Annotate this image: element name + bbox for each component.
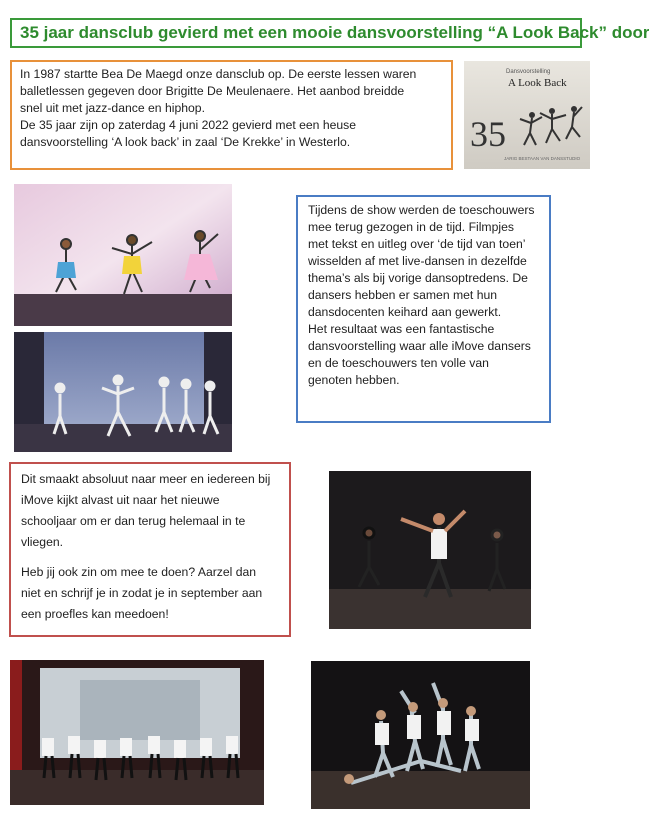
dance-photo-group-white <box>10 660 264 805</box>
intro-line: dansvoorstelling ‘A look back’ in zaal ‘De Krekke’ in Westerlo. <box>20 135 351 149</box>
poster-title: A Look Back <box>508 77 567 89</box>
intro-line: In 1987 startte Bea De Maegd onze dansclub op. De eerste lessen waren <box>20 67 417 81</box>
closing-line: vliegen. <box>21 535 64 549</box>
show-line: dansers hebben er samen met hun <box>308 288 498 302</box>
show-line: dansdocenten keihard aan gewerkt. <box>308 305 502 319</box>
dance-photo-ballet <box>14 184 232 326</box>
show-line: dansvoorstelling waar alle iMove dansers <box>308 339 531 353</box>
closing-line: schooljaar om er dan terug helemaal in te <box>21 514 246 528</box>
closing-box <box>9 462 291 637</box>
paragraph-spacer <box>21 553 279 562</box>
closing-line: niet en schrijf je in zodat je in september aan <box>21 586 263 600</box>
closing-line: iMove kijkt alvast uit naar het nieuwe <box>21 493 220 507</box>
show-line: wisselden af met live-dansen in dezelfde <box>308 254 527 268</box>
show-line: mee terug gezogen in de tijd. Filmpjes <box>308 220 514 234</box>
closing-line: Heb jij ook zin om mee te doen? Aarzel dan <box>21 565 257 579</box>
dance-photo-floor-pose <box>311 661 530 809</box>
show-line: Het resultaat was een fantastische <box>308 322 495 336</box>
show-line: en de toeschouwers ten volle van <box>308 356 489 370</box>
poster-subtitle: Dansvoorstelling <box>506 69 551 75</box>
show-line: met tekst en uitleg over ‘de tijd van toen’ <box>308 237 526 251</box>
closing-line: een proefles kan meedoen! <box>21 607 169 621</box>
intro-line: balletlessen gegeven door Brigitte De Meulenaere. Het aanbod breidde <box>20 84 405 98</box>
show-line: genoten hebben. <box>308 373 400 387</box>
show-line: thema’s als bij vorige dansoptredens. De <box>308 271 528 285</box>
show-poster <box>464 61 590 169</box>
dance-photo-hiphop <box>329 471 531 629</box>
closing-line: Dit smaakt absoluut naar meer en iedereen bij <box>21 472 271 486</box>
intro-box <box>10 60 453 170</box>
dance-photo-group-stage <box>14 332 232 452</box>
intro-line: De 35 jaar zijn op zaterdag 4 juni 2022 gevierd met een heuse <box>20 118 357 132</box>
poster-footer: JARIG BESTAAN VAN DANSSTUDIO <box>504 156 581 161</box>
show-description-box <box>296 195 551 423</box>
poster-dancers-silhouette <box>512 101 588 156</box>
page-title: 35 jaar dansclub gevierd met een mooie dansvoorstelling “A Look Back” door <box>10 18 582 48</box>
show-line: Tijdens de show werden de toeschouwers <box>308 203 535 217</box>
poster-number: 35 <box>470 114 506 154</box>
intro-line: snel uit met jazz-dance en hiphop. <box>20 101 205 115</box>
